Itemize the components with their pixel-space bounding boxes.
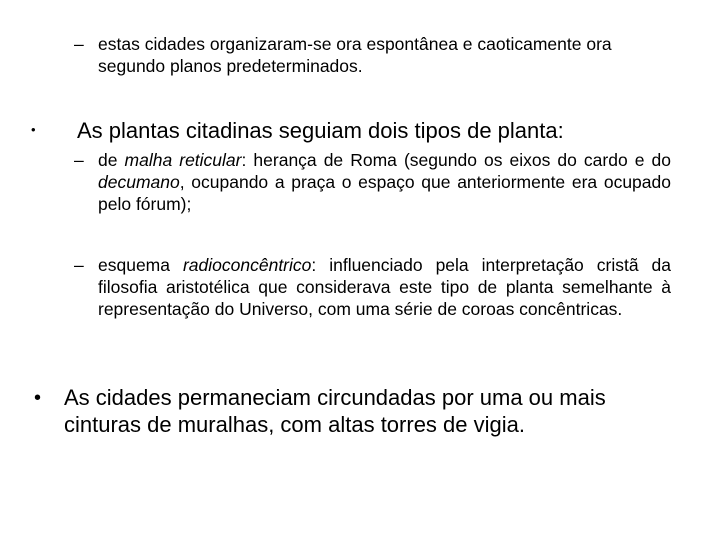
- sub-item-text: [98, 33, 658, 77]
- bullet-item-text-content: As cidades permaneciam circundadas por uma ou mais cinturas de muralhas, com altas torres de vigia.: [64, 385, 606, 437]
- dash-marker: –: [74, 150, 84, 170]
- bullet-marker: •: [34, 387, 42, 409]
- term-decumano: decumano: [98, 172, 180, 192]
- bullet-item-text: [77, 117, 697, 144]
- sub-item-text: [98, 149, 671, 215]
- text-run: : herança de Roma (segundo os eixos do cardo e do: [241, 150, 672, 170]
- text-run: esquema: [98, 255, 183, 275]
- text-run: de: [98, 150, 125, 170]
- text-run: : influenciado pela interpretação cristã da filosofia aristotélica que considerava este tipo de planta semelhante à representação do Universo, com uma série de coroas concêntricas.: [98, 255, 671, 319]
- text-run: , ocupando a praça o espaço que anteriormente era ocupado pelo fórum);: [98, 172, 671, 214]
- dash-marker: –: [74, 255, 84, 275]
- bullet-item-text: [64, 384, 679, 438]
- sub-item-text-content: estas cidades organizaram-se ora espontânea e caoticamente ora segundo planos predeterminados.: [98, 34, 612, 76]
- term-malha-reticular: malha reticular: [124, 150, 242, 170]
- sub-item-text: [98, 254, 671, 320]
- term-radioconcentrico: radioconcêntrico: [182, 255, 312, 275]
- dash-marker: –: [74, 34, 84, 54]
- bullet-marker: •: [31, 122, 36, 137]
- bullet-item-text-content: As plantas citadinas seguiam dois tipos de planta:: [77, 118, 564, 143]
